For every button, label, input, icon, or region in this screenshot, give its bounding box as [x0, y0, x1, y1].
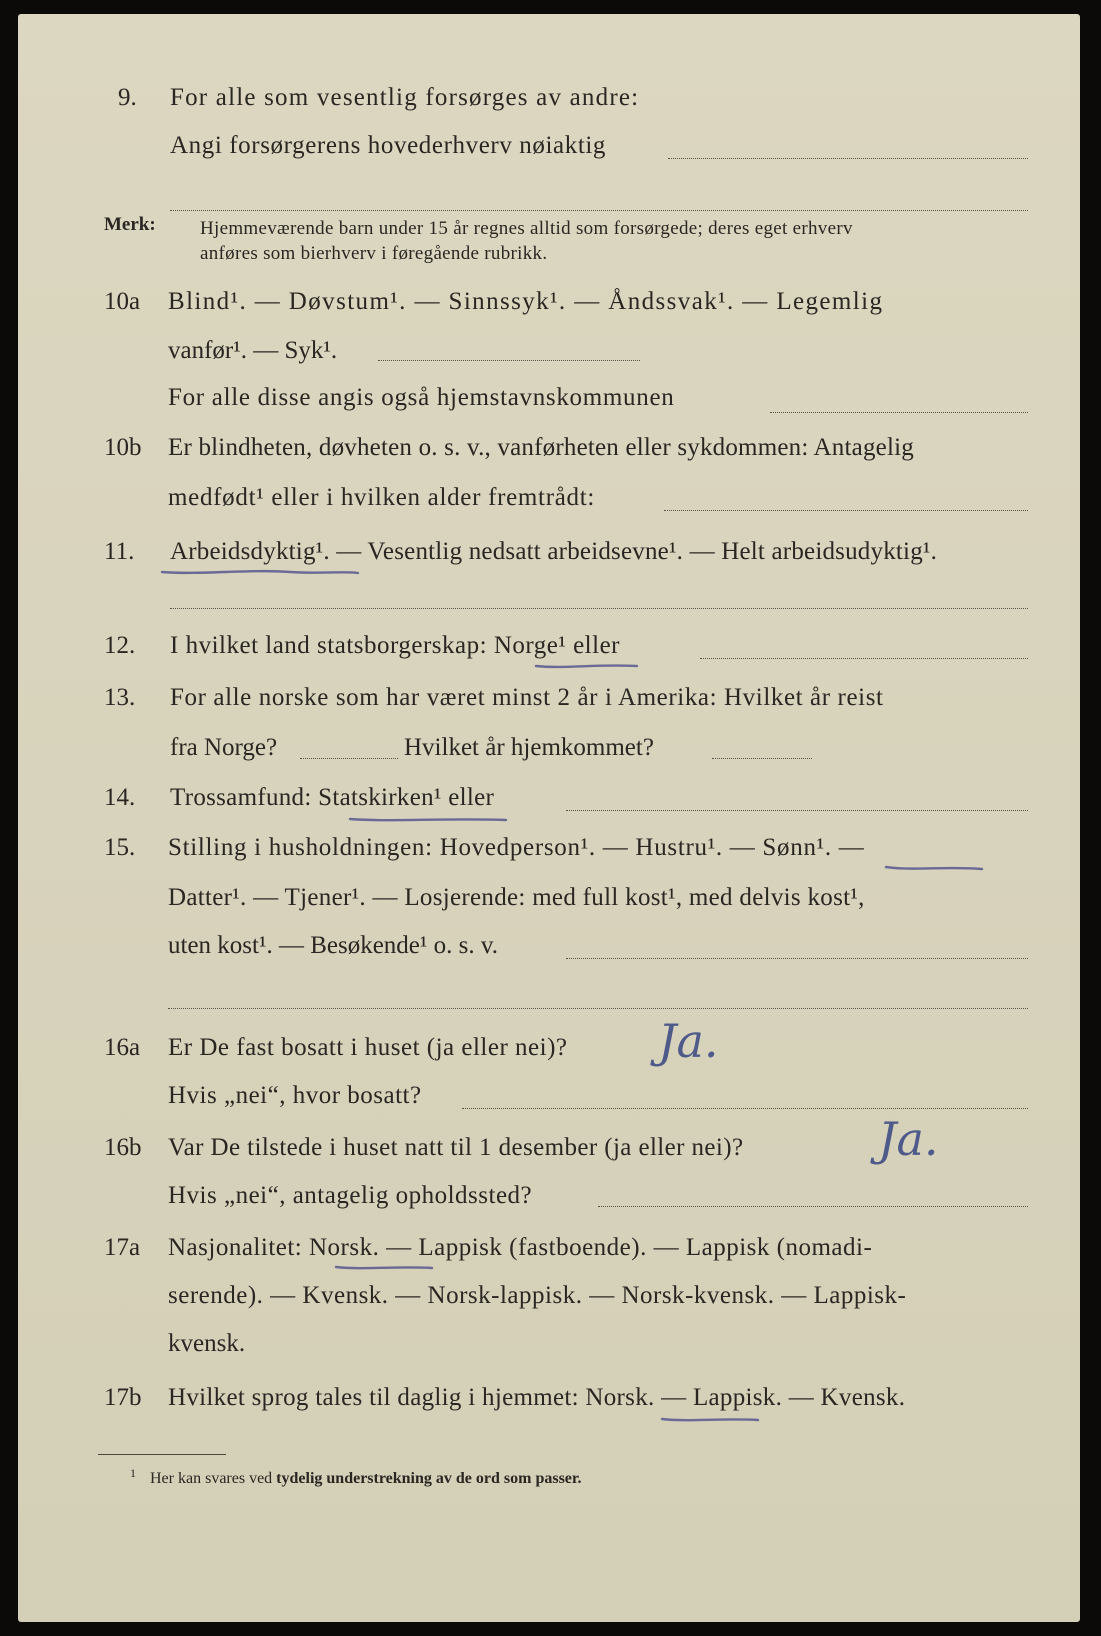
q16a-line2: Hvis „nei“, hvor bosatt?	[168, 1082, 422, 1109]
q13-number: 13.	[104, 684, 136, 711]
q13-returned-year-line[interactable]	[712, 758, 812, 759]
merk-label: Merk:	[104, 214, 156, 235]
merk-line2: anføres som bierhverv i føregående rubrikk.	[200, 243, 548, 264]
q17a-number: 17a	[104, 1234, 141, 1261]
q13-line2a: fra Norge?	[170, 734, 278, 761]
q17b-number: 17b	[104, 1384, 142, 1411]
q11-number: 11.	[104, 538, 135, 565]
footnote-rule	[98, 1454, 226, 1455]
q14-line1: Trossamfund: Statskirken¹ eller	[170, 784, 495, 811]
q10b-line2: medfødt¹ eller i hvilken alder fremtrådt:	[168, 484, 596, 511]
q13-left-year-line[interactable]	[300, 758, 398, 759]
footnote-text-plain: Her kan svares ved	[150, 1470, 277, 1487]
q11-line1: Arbeidsdyktig¹. — Vesentlig nedsatt arbeidsevne¹. — Helt arbeidsudyktig¹.	[170, 538, 938, 565]
q16b-line2: Hvis „nei“, antagelig opholdssted?	[168, 1182, 533, 1209]
q15-line2: Datter¹. — Tjener¹. — Losjerende: med full kost¹, med delvis kost¹,	[168, 884, 865, 911]
q15-answer-line[interactable]	[566, 958, 1028, 959]
q10a-hometown-line[interactable]	[770, 412, 1028, 413]
q16b-line1: Var De tilstede i huset natt til 1 desember (ja eller nei)?	[168, 1134, 744, 1161]
q10a-line3: For alle disse angis også hjemstavnskommunen	[168, 384, 675, 411]
q16a-number: 16a	[104, 1034, 141, 1061]
q17a-line1: Nasjonalitet: Norsk. — Lappisk (fastboende). — Lappisk (nomadi-	[168, 1234, 873, 1261]
q12-underline-mark	[534, 660, 639, 672]
q14-number: 14.	[104, 784, 136, 811]
q17b-line1: Hvilket sprog tales til daglig i hjemmet: Norsk. — Lappisk. — Kvensk.	[168, 1384, 906, 1411]
q9-answer-line[interactable]	[668, 158, 1028, 159]
q10a-number: 10a	[104, 288, 141, 315]
q17a-underline-mark	[334, 1262, 434, 1274]
q16b-answer-line[interactable]	[598, 1206, 1028, 1207]
q10b-line1: Er blindheten, døvheten o. s. v., vanførheten eller sykdommen: Antagelig	[168, 434, 914, 461]
q17a-line3: kvensk.	[168, 1330, 246, 1357]
footnote-text-bold: tydelig understrekning av de ord som passer.	[276, 1470, 582, 1487]
q15-line3: uten kost¹. — Besøkende¹ o. s. v.	[168, 932, 499, 959]
q16b-handwritten-answer[interactable]: Ja.	[878, 1112, 939, 1166]
q17b-underline-mark	[660, 1414, 760, 1426]
q13-line2b: Hvilket år hjemkommet?	[404, 734, 654, 761]
q12-answer-line[interactable]	[700, 658, 1028, 659]
merk-line1: Hjemmeværende barn under 15 år regnes alltid som forsørgede; deres eget erhverv	[200, 218, 853, 239]
q11-underline-mark	[160, 566, 360, 578]
footnote-text	[150, 1470, 582, 1488]
q14-underline-mark	[348, 814, 508, 826]
q9-answer-line-2[interactable]	[170, 210, 1028, 211]
footnote-mark: 1	[130, 1466, 136, 1480]
q10a-line2: vanfør¹. — Syk¹.	[168, 337, 338, 364]
census-form-page	[18, 14, 1080, 1622]
q10a-line1: Blind¹. — Døvstum¹. — Sinnssyk¹. — Åndssvak¹. — Legemlig	[168, 288, 884, 315]
q14-answer-line[interactable]	[566, 810, 1028, 811]
q9-line2: Angi forsørgerens hovederhverv nøiaktig	[170, 132, 607, 159]
q15-line1: Stilling i husholdningen: Hovedperson¹. — Hustru¹. — Sønn¹. —	[168, 834, 865, 861]
q10a-answer-line[interactable]	[378, 360, 640, 361]
q13-line1: For alle norske som har været minst 2 år i Amerika: Hvilket år reist	[170, 684, 884, 711]
q10b-number: 10b	[104, 434, 142, 461]
q16b-number: 16b	[104, 1134, 142, 1161]
q11-answer-line[interactable]	[170, 608, 1028, 609]
q15-answer-line-2[interactable]	[168, 1008, 1028, 1009]
q9-line1: For alle som vesentlig forsørges av andre:	[170, 84, 640, 111]
q10b-answer-line[interactable]	[664, 510, 1028, 511]
q12-number: 12.	[104, 632, 136, 659]
q17a-line2: serende). — Kvensk. — Norsk-lappisk. — Norsk-kvensk. — Lappisk-	[168, 1282, 907, 1309]
q15-number: 15.	[104, 834, 136, 861]
q15-underline-mark	[884, 862, 984, 874]
q12-line1: I hvilket land statsborgerskap: Norge¹ eller	[170, 632, 620, 659]
q16a-answer-line[interactable]	[462, 1108, 1028, 1109]
q16a-handwritten-answer[interactable]: Ja.	[658, 1014, 719, 1068]
q9-number: 9.	[118, 84, 137, 111]
q16a-line1: Er De fast bosatt i huset (ja eller nei)?	[168, 1034, 568, 1061]
